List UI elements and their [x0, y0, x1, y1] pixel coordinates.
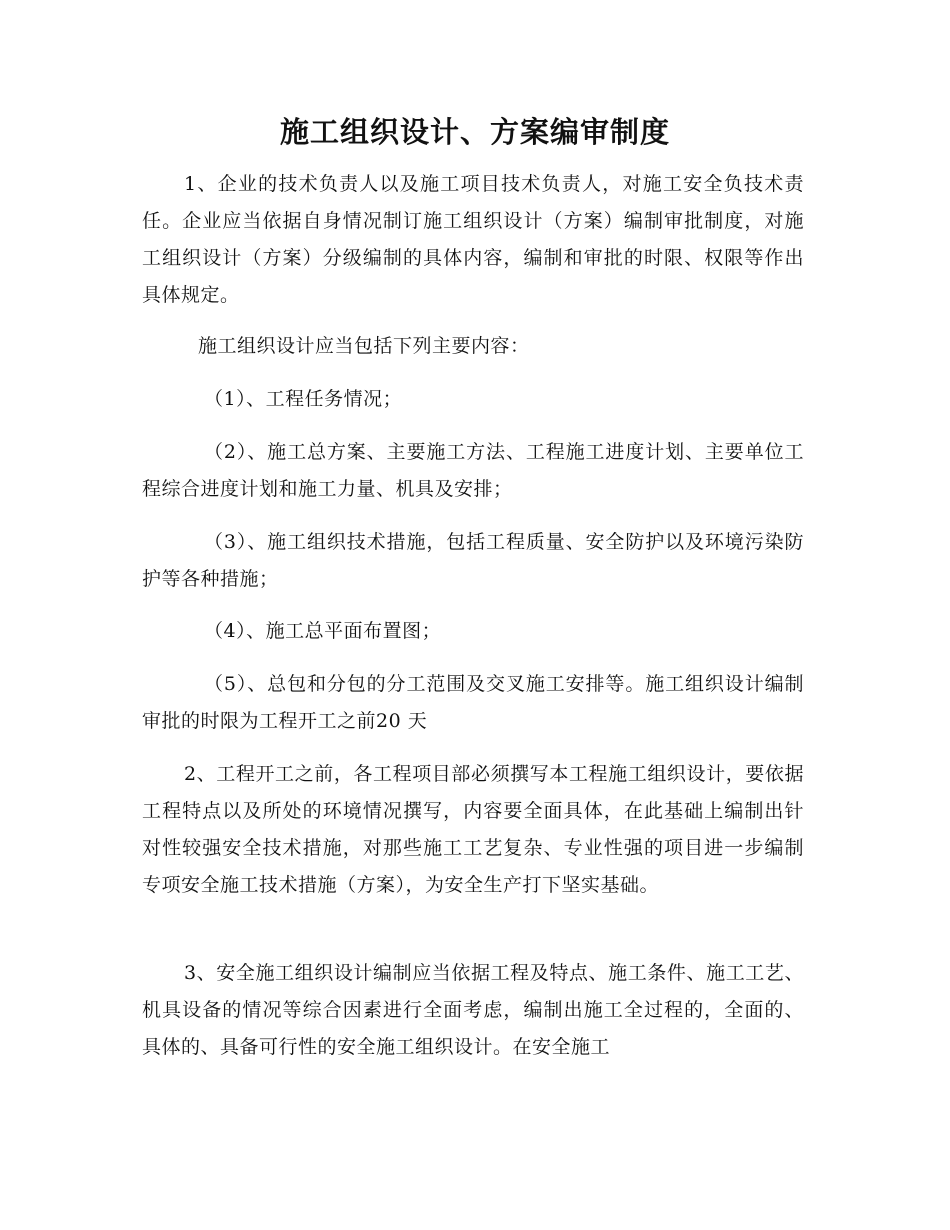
- paragraph-safety-design: 3、安全施工组织设计编制应当依据工程及特点、施工条件、施工工艺、机具设备的情况等综合因素进行全面考虑，编制出施工全过程的，全面的、具体的、具备可行性的安全施工组织设计。在安全施工: [142, 962, 804, 1058]
- list-item-5: （5）、总包和分包的分工范围及交叉施工安排等。施工组织设计编制审批的时限为工程开工之前20 天: [142, 673, 804, 732]
- paragraph-responsibility: 1、企业的技术负责人以及施工项目技术负责人，对施工安全负技术责任。企业应当依据自身情况制订施工组织设计（方案）编制审批制度，对施工组织设计（方案）分级编制的具体内容，编制和审批的时限、权限等作出具体规定。: [142, 173, 804, 306]
- list-item-3: （3）、施工组织技术措施，包括工程质量、安全防护以及环境污染防护等各种措施；: [142, 531, 804, 590]
- paragraph-contents-intro: 施工组织设计应当包括下列主要内容：: [198, 335, 530, 357]
- paragraph-construction-design: 2、工程开工之前，各工程项目部必须撰写本工程施工组织设计，要依据工程特点以及所处的环境情况撰写，内容要全面具体，在此基础上编制出针对性较强安全技术措施，对那些施工工艺复杂、专业性强的项目进一步编制专项安全施工技术措施（方案），为安全生产打下坚实基础。: [142, 763, 804, 896]
- page-title: 施工组织设计、方案编审制度: [279, 115, 670, 149]
- list-item-4: （4）、施工总平面布置图；: [204, 620, 442, 642]
- list-item-1: （1）、工程任务情况；: [204, 388, 403, 410]
- list-item-2: （2）、施工总方案、主要施工方法、工程施工进度计划、主要单位工程综合进度计划和施工力量、机具及安排；: [142, 441, 804, 500]
